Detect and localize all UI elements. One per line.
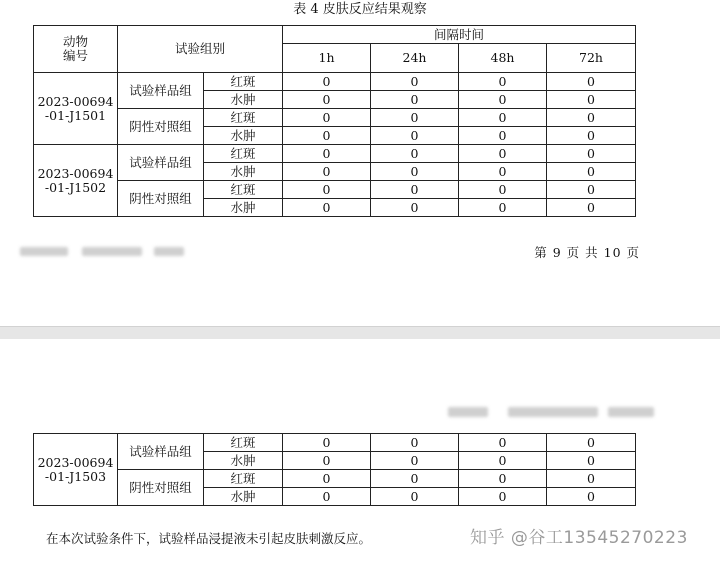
document-page-2 xyxy=(0,339,720,561)
score-cell: 0 xyxy=(547,91,636,109)
page-separator xyxy=(0,326,720,340)
redacted-header xyxy=(448,406,658,418)
score-cell: 0 xyxy=(547,434,636,452)
score-cell: 0 xyxy=(547,145,636,163)
header-time-24h: 24h xyxy=(371,44,459,73)
reaction-type-cell: 水肿 xyxy=(204,488,283,506)
score-cell: 0 xyxy=(283,199,371,217)
group-name-cell: 阴性对照组 xyxy=(118,470,204,506)
table-caption: 表 4 皮肤反应结果观察 xyxy=(293,2,427,17)
animal-id-cell: 2023-00694 -01-J1502 xyxy=(34,145,118,217)
group-name-cell: 试验样品组 xyxy=(118,434,204,470)
score-cell: 0 xyxy=(283,181,371,199)
group-name-cell: 试验样品组 xyxy=(118,73,204,109)
header-time-72h: 72h xyxy=(547,44,636,73)
score-cell: 0 xyxy=(283,127,371,145)
reaction-type-cell: 红斑 xyxy=(204,470,283,488)
header-time-48h: 48h xyxy=(459,44,547,73)
reaction-type-cell: 水肿 xyxy=(204,452,283,470)
score-cell: 0 xyxy=(459,163,547,181)
score-cell: 0 xyxy=(283,434,371,452)
score-cell: 0 xyxy=(283,109,371,127)
score-cell: 0 xyxy=(283,488,371,506)
skin-reaction-table xyxy=(33,25,636,217)
score-cell: 0 xyxy=(371,109,459,127)
score-cell: 0 xyxy=(459,181,547,199)
score-cell: 0 xyxy=(371,181,459,199)
score-cell: 0 xyxy=(459,470,547,488)
reaction-type-cell: 水肿 xyxy=(204,91,283,109)
score-cell: 0 xyxy=(371,452,459,470)
score-cell: 0 xyxy=(283,470,371,488)
conclusion-text: 在本次试验条件下，试验样品浸提液未引起皮肤刺激反应。 xyxy=(46,531,372,546)
score-cell: 0 xyxy=(371,91,459,109)
table-row xyxy=(34,145,636,163)
score-cell: 0 xyxy=(459,199,547,217)
group-name-cell: 阴性对照组 xyxy=(118,181,204,217)
group-name-cell: 试验样品组 xyxy=(118,145,204,181)
header-animal-id: 动物 编号 xyxy=(34,26,118,73)
score-cell: 0 xyxy=(459,73,547,91)
score-cell: 0 xyxy=(547,470,636,488)
score-cell: 0 xyxy=(283,73,371,91)
score-cell: 0 xyxy=(547,109,636,127)
score-cell: 0 xyxy=(547,73,636,91)
skin-reaction-table-continued xyxy=(33,433,636,506)
header-interval: 间隔时间 xyxy=(283,26,636,44)
score-cell: 0 xyxy=(283,452,371,470)
score-cell: 0 xyxy=(283,91,371,109)
score-cell: 0 xyxy=(371,470,459,488)
score-cell: 0 xyxy=(371,127,459,145)
reaction-type-cell: 红斑 xyxy=(204,109,283,127)
score-cell: 0 xyxy=(371,434,459,452)
table-row xyxy=(34,181,636,199)
score-cell: 0 xyxy=(547,181,636,199)
score-cell: 0 xyxy=(371,145,459,163)
header-test-group: 试验组别 xyxy=(118,26,283,73)
score-cell: 0 xyxy=(459,145,547,163)
score-cell: 0 xyxy=(459,488,547,506)
score-cell: 0 xyxy=(547,199,636,217)
header-time-1h: 1h xyxy=(283,44,371,73)
watermark: 知乎 @谷工13545270223 xyxy=(470,528,688,548)
animal-id-cell: 2023-00694 -01-J1501 xyxy=(34,73,118,145)
table-row xyxy=(34,109,636,127)
reaction-type-cell: 红斑 xyxy=(204,73,283,91)
score-cell: 0 xyxy=(459,452,547,470)
reaction-type-cell: 水肿 xyxy=(204,127,283,145)
score-cell: 0 xyxy=(459,434,547,452)
redacted-footer xyxy=(20,245,190,257)
score-cell: 0 xyxy=(371,163,459,181)
reaction-type-cell: 红斑 xyxy=(204,181,283,199)
score-cell: 0 xyxy=(283,145,371,163)
reaction-type-cell: 红斑 xyxy=(204,434,283,452)
page-number: 第 9 页 共 10 页 xyxy=(534,245,640,260)
score-cell: 0 xyxy=(371,199,459,217)
score-cell: 0 xyxy=(371,488,459,506)
score-cell: 0 xyxy=(459,91,547,109)
table-row xyxy=(34,470,636,488)
reaction-type-cell: 红斑 xyxy=(204,145,283,163)
table-row xyxy=(34,73,636,91)
score-cell: 0 xyxy=(547,488,636,506)
group-name-cell: 阴性对照组 xyxy=(118,109,204,145)
reaction-type-cell: 水肿 xyxy=(204,163,283,181)
score-cell: 0 xyxy=(283,163,371,181)
reaction-type-cell: 水肿 xyxy=(204,199,283,217)
score-cell: 0 xyxy=(547,452,636,470)
table-row xyxy=(34,434,636,452)
score-cell: 0 xyxy=(459,127,547,145)
animal-id-cell: 2023-00694 -01-J1503 xyxy=(34,434,118,506)
score-cell: 0 xyxy=(547,127,636,145)
score-cell: 0 xyxy=(459,109,547,127)
score-cell: 0 xyxy=(547,163,636,181)
score-cell: 0 xyxy=(371,73,459,91)
